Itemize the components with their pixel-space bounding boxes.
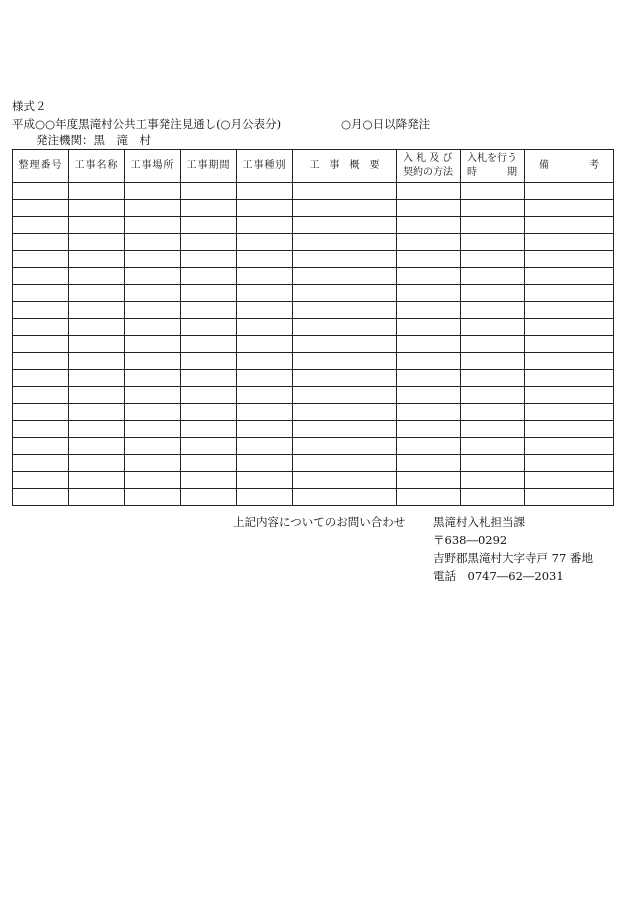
table-cell	[461, 268, 525, 285]
table-cell	[237, 421, 293, 438]
table-cell	[397, 438, 461, 455]
table-cell	[237, 217, 293, 234]
table-row	[13, 234, 614, 251]
table-cell	[461, 387, 525, 404]
table-cell	[69, 183, 125, 200]
table-cell	[181, 285, 237, 302]
table-cell	[69, 319, 125, 336]
table-cell	[237, 404, 293, 421]
table-cell	[397, 353, 461, 370]
table-cell	[181, 200, 237, 217]
table-cell	[525, 370, 614, 387]
table-cell	[525, 268, 614, 285]
table-cell	[397, 285, 461, 302]
table-cell	[181, 319, 237, 336]
col-header-name: 工事名称	[69, 150, 125, 183]
table-cell	[461, 200, 525, 217]
forecast-table	[12, 149, 614, 506]
table-cell	[525, 489, 614, 506]
table-cell	[293, 421, 397, 438]
table-cell	[293, 404, 397, 421]
table-cell	[237, 319, 293, 336]
table-cell	[69, 438, 125, 455]
table-cell	[237, 370, 293, 387]
table-row	[13, 421, 614, 438]
table-cell	[525, 404, 614, 421]
table-body	[13, 183, 614, 506]
table-cell	[125, 489, 181, 506]
table-cell	[293, 302, 397, 319]
table-cell	[69, 251, 125, 268]
table-cell	[125, 302, 181, 319]
table-cell	[13, 268, 69, 285]
table-cell	[13, 336, 69, 353]
table-cell	[69, 234, 125, 251]
table-cell	[125, 285, 181, 302]
table-cell	[293, 336, 397, 353]
col-header-location: 工事場所	[125, 150, 181, 183]
col-header-summary: 工 事 概 要	[293, 150, 397, 183]
table-cell	[293, 438, 397, 455]
table-cell	[13, 200, 69, 217]
table-row	[13, 200, 614, 217]
table-cell	[293, 217, 397, 234]
table-cell	[461, 370, 525, 387]
table-cell	[13, 438, 69, 455]
table-cell	[69, 217, 125, 234]
table-cell	[69, 489, 125, 506]
table-cell	[13, 421, 69, 438]
table-cell	[293, 285, 397, 302]
table-cell	[125, 251, 181, 268]
table-cell	[69, 404, 125, 421]
table-cell	[13, 251, 69, 268]
table-cell	[525, 353, 614, 370]
table-cell	[397, 268, 461, 285]
col-header-bid-timing-line1: 入札を行う	[467, 153, 517, 164]
table-cell	[13, 319, 69, 336]
table-cell	[461, 183, 525, 200]
table-row	[13, 353, 614, 370]
table-cell	[125, 438, 181, 455]
table-cell	[461, 217, 525, 234]
table-row	[13, 489, 614, 506]
table-cell	[525, 200, 614, 217]
form-number: 様式２	[12, 99, 47, 113]
table-cell	[69, 387, 125, 404]
table-cell	[461, 455, 525, 472]
table-cell	[397, 489, 461, 506]
col-header-bid-method-line1: 入 札 及 び	[403, 153, 453, 164]
table-cell	[461, 234, 525, 251]
table-row	[13, 302, 614, 319]
table-cell	[125, 336, 181, 353]
table-cell	[181, 234, 237, 251]
table-cell	[397, 370, 461, 387]
table-cell	[237, 183, 293, 200]
table-cell	[125, 421, 181, 438]
table-cell	[181, 183, 237, 200]
table-cell	[237, 302, 293, 319]
table-cell	[125, 455, 181, 472]
table-cell	[125, 183, 181, 200]
table-cell	[461, 353, 525, 370]
table-row	[13, 217, 614, 234]
table-cell	[69, 370, 125, 387]
table-cell	[125, 234, 181, 251]
col-header-period: 工事期間	[181, 150, 237, 183]
table-cell	[461, 319, 525, 336]
table-cell	[69, 268, 125, 285]
table-cell	[125, 370, 181, 387]
table-cell	[293, 234, 397, 251]
table-cell	[69, 455, 125, 472]
table-cell	[525, 251, 614, 268]
table-cell	[461, 336, 525, 353]
table-cell	[397, 251, 461, 268]
col-header-bid-timing	[461, 150, 525, 183]
table-cell	[397, 336, 461, 353]
table-cell	[525, 302, 614, 319]
table-row	[13, 438, 614, 455]
table-cell	[237, 489, 293, 506]
col-header-type: 工事種別	[237, 150, 293, 183]
contact-address: 吉野郡黒滝村大字寺戸 77 番地	[433, 551, 593, 565]
table-row	[13, 336, 614, 353]
table-cell	[525, 421, 614, 438]
table-cell	[397, 200, 461, 217]
table-cell	[69, 472, 125, 489]
contact-department: 黒滝村入札担当課	[433, 515, 525, 529]
table-cell	[237, 472, 293, 489]
table-cell	[13, 285, 69, 302]
table-cell	[293, 387, 397, 404]
ordering-agency: 発注機関：黒 滝 村	[36, 133, 151, 147]
table-cell	[461, 404, 525, 421]
inquiry-label: 上記内容についてのお問い合わせ	[233, 515, 406, 529]
table-cell	[293, 370, 397, 387]
table-cell	[397, 455, 461, 472]
table-cell	[293, 353, 397, 370]
table-cell	[525, 183, 614, 200]
document-title: 平成○○年度黒滝村公共工事発注見通し(○月公表分)	[12, 117, 282, 131]
table-cell	[237, 251, 293, 268]
col-header-bid-method	[397, 150, 461, 183]
table-cell	[181, 387, 237, 404]
table-row	[13, 404, 614, 421]
table-cell	[125, 200, 181, 217]
table-cell	[397, 387, 461, 404]
table-cell	[293, 251, 397, 268]
table-cell	[13, 302, 69, 319]
table-cell	[293, 472, 397, 489]
table-cell	[237, 438, 293, 455]
table-cell	[181, 421, 237, 438]
table-cell	[181, 336, 237, 353]
table-cell	[525, 234, 614, 251]
table-cell	[525, 387, 614, 404]
order-date-note: ○月○日以降発注	[341, 117, 431, 131]
table-cell	[397, 217, 461, 234]
table-cell	[125, 319, 181, 336]
table-cell	[237, 455, 293, 472]
table-cell	[461, 438, 525, 455]
table-cell	[181, 268, 237, 285]
table-cell	[181, 489, 237, 506]
table-cell	[461, 489, 525, 506]
table-cell	[13, 183, 69, 200]
table-header-row	[13, 150, 614, 183]
table-row	[13, 285, 614, 302]
table-cell	[397, 302, 461, 319]
table-cell	[125, 217, 181, 234]
table-row	[13, 387, 614, 404]
table-row	[13, 268, 614, 285]
table-cell	[293, 268, 397, 285]
table-cell	[181, 455, 237, 472]
table-cell	[237, 336, 293, 353]
table-cell	[397, 234, 461, 251]
col-header-remarks: 備 考	[525, 150, 614, 183]
table-cell	[13, 387, 69, 404]
col-header-id: 整理番号	[13, 150, 69, 183]
table-row	[13, 183, 614, 200]
table-cell	[181, 302, 237, 319]
table-cell	[397, 472, 461, 489]
table-cell	[293, 200, 397, 217]
table-cell	[461, 302, 525, 319]
table-cell	[237, 200, 293, 217]
table-cell	[125, 353, 181, 370]
table-row	[13, 472, 614, 489]
table-cell	[293, 319, 397, 336]
table-cell	[181, 370, 237, 387]
table-cell	[293, 489, 397, 506]
table-row	[13, 251, 614, 268]
table-cell	[181, 404, 237, 421]
table-cell	[461, 421, 525, 438]
table-cell	[397, 404, 461, 421]
table-cell	[237, 234, 293, 251]
table-cell	[461, 251, 525, 268]
table-cell	[13, 489, 69, 506]
table-cell	[181, 353, 237, 370]
table-cell	[293, 455, 397, 472]
table-cell	[13, 472, 69, 489]
table-cell	[181, 217, 237, 234]
col-header-bid-timing-line2: 時 期	[467, 167, 517, 178]
table-cell	[525, 319, 614, 336]
table-cell	[525, 336, 614, 353]
table-cell	[125, 472, 181, 489]
table-row	[13, 455, 614, 472]
table-row	[13, 319, 614, 336]
contact-phone: 電話 0747―62―2031	[433, 569, 564, 583]
table-row	[13, 370, 614, 387]
table-cell	[69, 353, 125, 370]
table-cell	[237, 285, 293, 302]
table-cell	[525, 217, 614, 234]
table-cell	[525, 455, 614, 472]
table-cell	[13, 217, 69, 234]
table-cell	[525, 285, 614, 302]
table-cell	[125, 268, 181, 285]
table-cell	[69, 285, 125, 302]
table-cell	[237, 353, 293, 370]
table-cell	[13, 234, 69, 251]
table-cell	[181, 251, 237, 268]
table-cell	[69, 200, 125, 217]
table-cell	[13, 353, 69, 370]
table-cell	[69, 336, 125, 353]
table-cell	[125, 404, 181, 421]
table-cell	[69, 302, 125, 319]
table-cell	[69, 421, 125, 438]
contact-postal-code: 〒638―0292	[433, 533, 508, 547]
table-cell	[293, 183, 397, 200]
table-cell	[461, 285, 525, 302]
table-cell	[397, 319, 461, 336]
table-cell	[13, 455, 69, 472]
table-cell	[237, 387, 293, 404]
table-cell	[237, 268, 293, 285]
table-cell	[397, 421, 461, 438]
col-header-bid-method-line2: 契約の方法	[403, 167, 453, 178]
table-cell	[125, 387, 181, 404]
table-cell	[525, 472, 614, 489]
table-cell	[461, 472, 525, 489]
table-cell	[181, 438, 237, 455]
table-cell	[13, 404, 69, 421]
table-cell	[397, 183, 461, 200]
table-cell	[13, 370, 69, 387]
table-cell	[181, 472, 237, 489]
table-cell	[525, 438, 614, 455]
